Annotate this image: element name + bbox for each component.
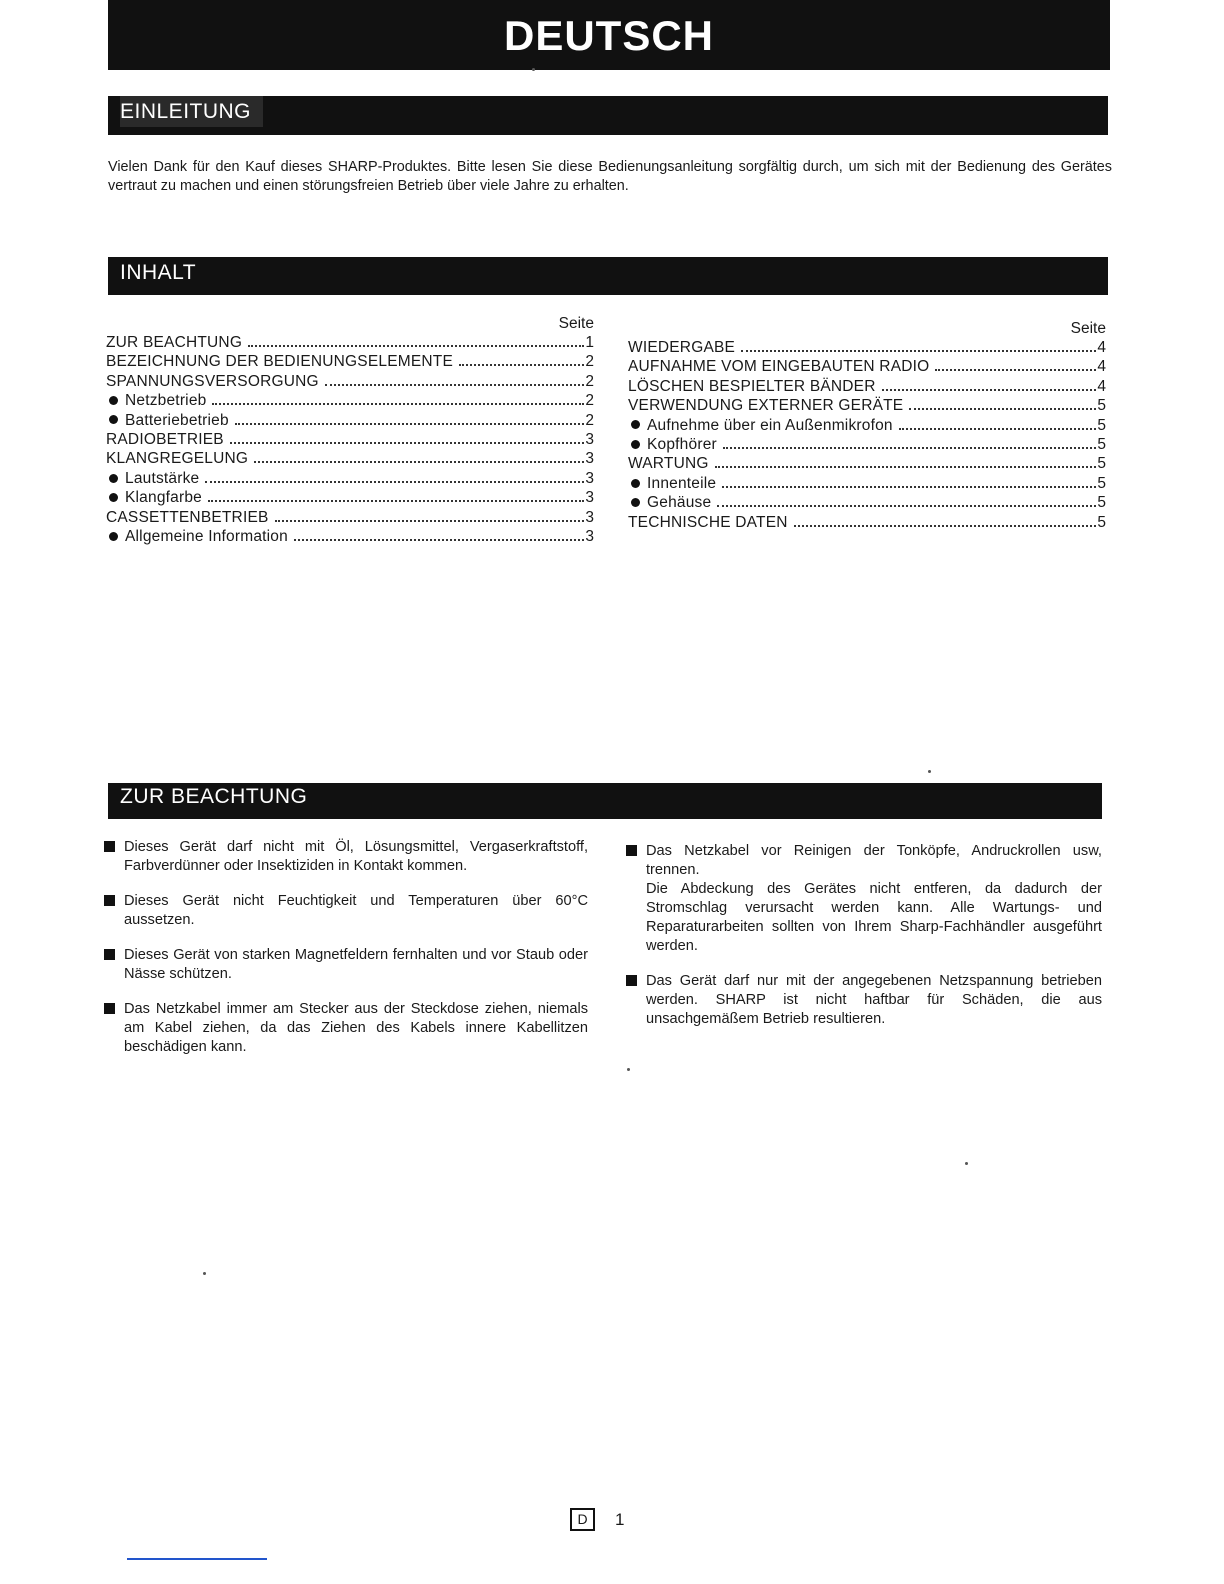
notice-item — [104, 946, 588, 984]
seite-label: Seite — [1070, 320, 1106, 337]
toc-entry-title — [628, 416, 899, 435]
einleitung-heading-text: EINLEITUNG — [120, 96, 263, 127]
toc-entry-title — [106, 411, 235, 430]
toc-entry-page: 4 — [1097, 358, 1106, 376]
toc-entry — [628, 338, 1106, 357]
toc-entry — [106, 508, 594, 527]
toc-entry-label: SPANNUNGSVERSORGUNG — [106, 372, 319, 390]
toc-entry-page: 3 — [585, 527, 594, 545]
toc-entry-label: VERWENDUNG EXTERNER GERÄTE — [628, 397, 904, 415]
notice-text: Dieses Gerät von starken Magnetfeldern fernhalten und vor Staub oder Nässe schützen. — [124, 947, 588, 982]
page-footer — [570, 1508, 624, 1531]
toc-entry-page: 3 — [585, 489, 594, 507]
toc-entry-label: Innenteile — [647, 474, 717, 492]
language-code-box: D — [570, 1508, 595, 1531]
notice-text: Dieses Gerät nicht Feuchtigkeit und Temperaturen über 60°C aussetzen. — [124, 893, 588, 928]
dot-leader — [935, 369, 1096, 371]
dot-leader — [208, 500, 584, 502]
toc-entry-label: Kopfhörer — [647, 435, 717, 453]
dot-leader — [882, 389, 1097, 391]
toc-entry-page: 3 — [585, 450, 594, 468]
section-heading-zur-beachtung: ZUR BEACHTUNG — [108, 783, 1102, 819]
toc-entry-page: 2 — [585, 411, 594, 429]
toc-entry — [106, 411, 594, 430]
bullet-icon — [631, 420, 640, 429]
toc-entry-page: 2 — [585, 392, 594, 410]
toc-entry-label: Batteriebetrieb — [125, 411, 229, 429]
square-bullet-icon — [104, 1003, 115, 1014]
dot-leader — [235, 423, 585, 425]
notice-text: Das Netzkabel vor Reinigen der Tonköpfe, Andruckrollen usw, trennen. Die Abdeckung des Gerätes nicht entferen, da dadurch der Stromschlag verursacht werden kann. Alle Wartungs- und Reparaturarbeiten sollten von Ihrem Sharp-Fachhändler ausgeführt werden. — [646, 843, 1102, 954]
dot-leader — [723, 447, 1097, 449]
square-bullet-icon — [626, 845, 637, 856]
toc-entry-title — [106, 391, 212, 410]
dot-leader — [741, 350, 1096, 352]
bullet-icon — [109, 474, 118, 483]
toc-right-column — [628, 320, 1106, 532]
toc-entry-label: Netzbetrieb — [125, 392, 207, 410]
toc-entry-label: Allgemeine Information — [125, 527, 288, 545]
notes-left-column — [104, 838, 588, 1073]
toc-entry — [106, 527, 594, 546]
dot-leader — [230, 442, 585, 444]
notice-item — [104, 838, 588, 876]
dot-leader — [909, 408, 1096, 410]
toc-entry-page: 3 — [585, 430, 594, 448]
scan-speck — [965, 1162, 968, 1165]
toc-entry-label: WIEDERGABE — [628, 339, 736, 356]
toc-entry-page: 5 — [1097, 435, 1106, 453]
toc-entry-page: 5 — [1097, 416, 1106, 434]
toc-entry — [106, 449, 594, 468]
toc-entry-title — [628, 357, 935, 376]
square-bullet-icon — [626, 975, 637, 986]
toc-entry-page: 5 — [1097, 474, 1106, 492]
section-heading-einleitung — [108, 96, 1108, 135]
toc-entry-label: Aufnehme über ein Außenmikrofon — [647, 416, 893, 434]
toc-entry-label: AUFNAHME VOM EINGEBAUTEN RADIO — [628, 358, 930, 376]
dot-leader — [459, 364, 584, 366]
seite-label: Seite — [558, 315, 594, 332]
toc-entry — [628, 474, 1106, 493]
toc-entry — [106, 333, 594, 352]
toc-entry-title — [106, 430, 230, 449]
scan-speck — [627, 1068, 630, 1071]
toc-entry-page: 5 — [1097, 494, 1106, 512]
notice-text: Das Netzkabel immer am Stecker aus der Steckdose ziehen, niemals am Kabel ziehen, da das Ziehen des Kabels innere Kabellitzen beschädigen kann. — [124, 1001, 588, 1055]
toc-entry-title — [628, 493, 717, 512]
toc-entry-title — [106, 372, 325, 391]
notice-item — [626, 972, 1102, 1029]
notice-item — [104, 892, 588, 930]
toc-entry-page: 4 — [1097, 377, 1106, 395]
toc-entry-label: KLANGREGELUNG — [106, 450, 249, 468]
notes-right-column — [626, 842, 1102, 1045]
bullet-icon — [109, 493, 118, 502]
toc-entry-label: Lautstärke — [125, 469, 200, 487]
toc-entry-label: Klangfarbe — [125, 489, 202, 507]
dot-leader — [212, 403, 584, 405]
dot-leader — [248, 345, 584, 347]
square-bullet-icon — [104, 949, 115, 960]
dot-leader — [275, 520, 585, 522]
bullet-icon — [109, 396, 118, 405]
toc-entry-title — [106, 333, 248, 352]
toc-entry-title — [628, 513, 794, 532]
bullet-icon — [631, 440, 640, 449]
footer-rule — [127, 1558, 267, 1560]
toc-entry — [628, 435, 1106, 454]
toc-entry-label: RADIOBETRIEB — [106, 430, 224, 448]
dot-leader — [325, 384, 585, 386]
bullet-icon — [631, 498, 640, 507]
bullet-icon — [109, 415, 118, 424]
scan-speck — [203, 1272, 206, 1275]
toc-entry-title — [628, 338, 741, 357]
toc-entry — [628, 493, 1106, 512]
toc-entry-title — [628, 474, 722, 493]
toc-entry — [628, 357, 1106, 376]
dot-leader — [715, 466, 1097, 468]
dot-leader — [205, 481, 584, 483]
bullet-icon — [109, 532, 118, 541]
toc-left-column — [106, 315, 594, 546]
toc-entry-title — [106, 488, 208, 507]
dot-leader — [794, 525, 1097, 527]
toc-entry-page: 2 — [585, 353, 594, 371]
toc-entry-label: ZUR BEACHTUNG — [106, 334, 243, 351]
scan-speck — [928, 770, 931, 773]
toc-entry-title — [106, 508, 275, 527]
notice-item — [626, 842, 1102, 956]
toc-entry — [106, 488, 594, 507]
page-title-banner: DEUTSCH — [108, 0, 1110, 70]
toc-entry-page: 5 — [1097, 455, 1106, 473]
intro-paragraph: Vielen Dank für den Kauf dieses SHARP-Produktes. Bitte lesen Sie diese Bedienungsanleitung sorgfältig durch, um sich mit der Bedienung des Gerätes vertraut zu machen und einen störungsfreien Betrieb über viele Jahre zu erhalten. — [108, 159, 1112, 194]
toc-entry-page: 4 — [1097, 339, 1106, 356]
toc-entry — [628, 377, 1106, 396]
toc-entry-page: 5 — [1097, 513, 1106, 531]
toc-entry — [628, 416, 1106, 435]
dot-leader — [722, 486, 1096, 488]
toc-entry — [628, 454, 1106, 473]
toc-entry-title — [628, 454, 715, 473]
dot-leader — [254, 461, 584, 463]
scan-speck — [532, 68, 535, 71]
toc-entry — [106, 352, 594, 371]
toc-entry-title — [106, 449, 254, 468]
bullet-icon — [631, 479, 640, 488]
toc-entry — [106, 372, 594, 391]
square-bullet-icon — [104, 841, 115, 852]
dot-leader — [294, 539, 584, 541]
toc-entry-title — [628, 435, 723, 454]
toc-entry — [106, 430, 594, 449]
section-heading-inhalt: INHALT — [108, 257, 1108, 295]
toc-entry-page: 3 — [585, 508, 594, 526]
notice-item — [104, 1000, 588, 1057]
notice-text: Dieses Gerät darf nicht mit Öl, Lösungsmittel, Vergaserkraftstoff, Farbverdünner oder Insektiziden in Kontakt kommen. — [124, 839, 588, 874]
dot-leader — [899, 428, 1097, 430]
toc-entry-page: 1 — [585, 334, 594, 351]
toc-entry-page: 3 — [585, 469, 594, 487]
toc-entry — [628, 513, 1106, 532]
toc-entry-label: LÖSCHEN BESPIELTER BÄNDER — [628, 377, 876, 395]
toc-entry-title — [106, 352, 459, 371]
toc-entry-label: Gehäuse — [647, 494, 712, 512]
square-bullet-icon — [104, 895, 115, 906]
toc-entry — [628, 396, 1106, 415]
toc-entry-title — [106, 469, 205, 488]
toc-entry-label: TECHNISCHE DATEN — [628, 513, 788, 531]
toc-entry-label: WARTUNG — [628, 455, 709, 473]
toc-entry-title — [628, 396, 909, 415]
toc-entry — [106, 391, 594, 410]
toc-entry-title — [628, 377, 882, 396]
toc-entry-title — [106, 527, 294, 546]
toc-entry — [106, 469, 594, 488]
toc-entry-label: BEZEICHNUNG DER BEDIENUNGSELEMENTE — [106, 353, 453, 371]
notice-text: Das Gerät darf nur mit der angegebenen Netzspannung betrieben werden. SHARP ist nicht haftbar für Schäden, die aus unsachgemäßem Betrieb resultieren. — [646, 973, 1102, 1027]
toc-entry-label: CASSETTENBETRIEB — [106, 508, 269, 526]
toc-entry-page: 2 — [585, 372, 594, 390]
page-number: 1 — [615, 1509, 625, 1529]
toc-entry-page: 5 — [1097, 397, 1106, 415]
dot-leader — [717, 505, 1096, 507]
